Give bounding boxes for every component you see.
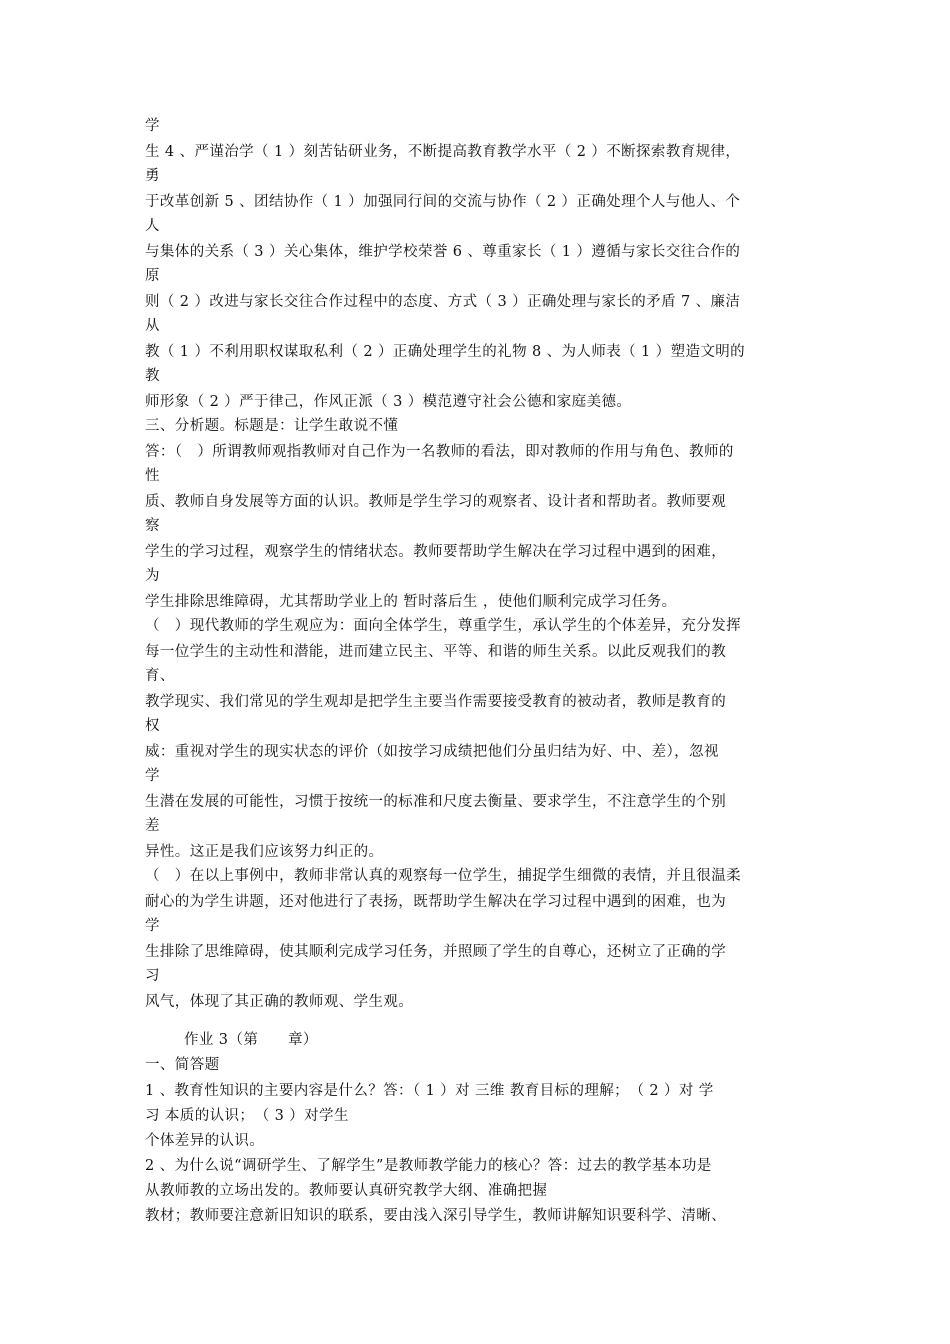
text-line: 教 xyxy=(145,368,160,384)
text-line: 权 xyxy=(145,718,160,734)
text-line: 从 xyxy=(145,318,160,334)
text-line: 则（ 2 ）改进与家长交往合作过程中的态度、方式（ 3 ）正确处理与家长的矛盾 7 、廉洁 xyxy=(145,294,741,310)
text-line: 差 xyxy=(145,818,160,834)
text-line: 质、教师自身发展等方面的认识。教师是学生学习的观察者、设计者和帮助者。教师要观 xyxy=(145,494,727,510)
text-line: 性 xyxy=(145,468,160,484)
text-line: 察 xyxy=(145,518,160,534)
text-line: 2 、为什么说“调研学生、了解学生”是教师教学能力的核心？答：过去的教学基本功是 xyxy=(145,1158,712,1174)
text-line: 习 本质的认识； （ 3 ）对学生 xyxy=(145,1108,349,1124)
text-line: 异性。这正是我们应该努力纠正的。 xyxy=(145,844,384,860)
text-line: （ ）现代教师的学生观应为：面向全体学生，尊重学生，承认学生的个体差异，充分发挥 xyxy=(145,618,741,634)
text-line: 威：重视对学生的现实状态的评价（如按学习成绩把他们分虽归结为好、中、差），忽视 xyxy=(145,744,719,760)
text-line: 学生排除思维障碍，尤其帮助学业上的 暂时落后生 ，使他们顺利完成学习任务。 xyxy=(145,594,677,610)
text-line: 生潜在发展的可能性，习惯于按统一的标准和尺度去衡量、要求学生，不注意学生的个别 xyxy=(145,794,727,810)
text-line: 教材；教师要注意新旧知识的联系，要由浅入深引导学生，教师讲解知识要科学、清晰、 xyxy=(145,1208,727,1224)
text-line: 生排除了思维障碍，使其顺利完成学习任务，并照顾了学生的自尊心，还树立了正确的学 xyxy=(145,944,727,960)
section-heading: 三、分析题。标题是：让学生敢说不懂 xyxy=(145,418,399,434)
text-line: 为 xyxy=(145,568,160,584)
text-line: 勇 xyxy=(145,168,160,184)
text-line: 教（ 1 ）不利用职权谋取私利（ 2 ）正确处理学生的礼物 8 、为人师表（ 1 ）塑造文明的 xyxy=(145,344,746,360)
text-line: 原 xyxy=(145,268,160,284)
text-line: 学 xyxy=(145,768,160,784)
text-line: 于改革创新 5 、团结协作（ 1 ）加强同行间的交流与协作（ 2 ）正确处理个人与他人、个 xyxy=(145,194,741,210)
text-line: 学 xyxy=(145,118,160,134)
text-line: 答：（ ）所谓教师观指教师对自己作为一名教师的看法，即对教师的作用与角色、教师的 xyxy=(145,444,734,460)
text-line: 学生的学习过程，观察学生的情绪状态。教师要帮助学生解决在学习过程中遇到的困难， xyxy=(145,544,727,560)
text-line: 人 xyxy=(145,218,160,234)
text-line: 习 xyxy=(145,968,160,984)
text-line: 学 xyxy=(145,918,160,934)
section-heading: 一、简答题 xyxy=(145,1057,220,1073)
text-line: 个体差异的认识。 xyxy=(145,1133,265,1149)
text-line: （ ）在以上事例中，教师非常认真的观察每一位学生，捕捉学生细微的表情，并且很温柔 xyxy=(145,868,741,884)
text-line: 从教师教的立场出发的。教师要认真研究教学大纲、准确把握 xyxy=(145,1183,548,1199)
text-line: 育、 xyxy=(145,668,175,684)
assignment-title: 作业 3（第 章） xyxy=(184,1032,318,1048)
text-line: 耐心的为学生讲题，还对他进行了表扬，既帮助学生解决在学习过程中遇到的困难，也为 xyxy=(145,894,727,910)
text-line: 教学现实、我们常见的学生观却是把学生主要当作需要接受教育的被动者，教师是教育的 xyxy=(145,694,727,710)
text-line: 风气，体现了其正确的教师观、学生观。 xyxy=(145,994,414,1010)
text-line: 生 4 、严谨治学（ 1 ）刻苦钻研业务，不断提高教育教学水平（ 2 ）不断探索教育规律， xyxy=(145,144,741,160)
text-line: 师形象（ 2 ）严于律己，作风正派（ 3 ）模范遵守社会公德和家庭美德。 xyxy=(145,394,632,410)
text-line: 1 、教育性知识的主要内容是什么？答：（ 1 ）对 三维 教育目标的理解； （ 2 ）对 学 xyxy=(145,1083,714,1099)
text-line: 每一位学生的主动性和潜能，进而建立民主、平等、和谐的师生关系。以此反观我们的教 xyxy=(145,644,727,660)
text-line: 与集体的关系（ 3 ）关心集体，维护学校荣誉 6 、尊重家长（ 1 ）遵循与家长交往合作的 xyxy=(145,244,741,260)
